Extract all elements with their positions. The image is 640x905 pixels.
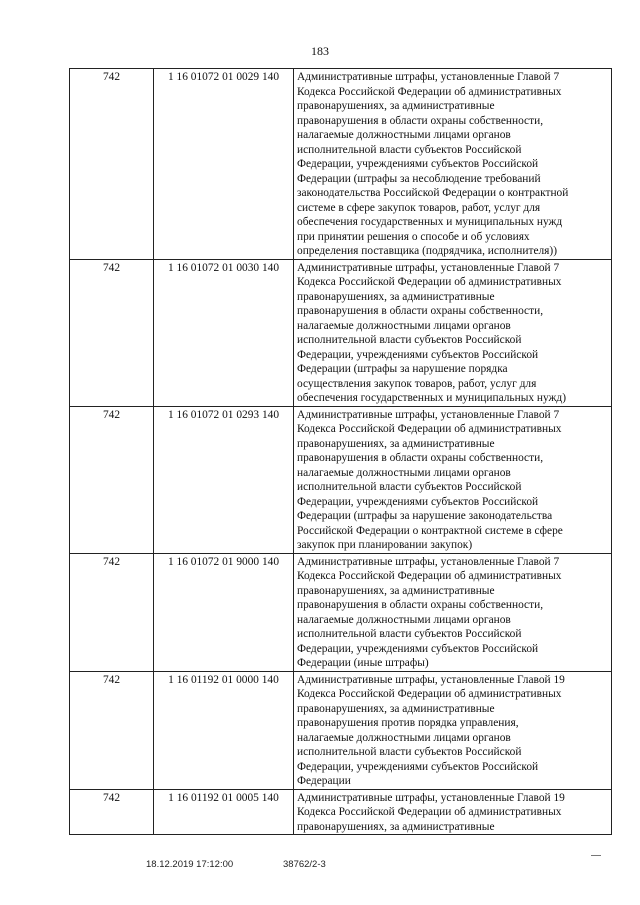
description-line: правонарушениях, за административные <box>297 290 495 303</box>
description-line: Кодекса Российской Федерации об административных <box>297 423 562 435</box>
description-line: налагаемые должностными лицами органов <box>297 319 511 332</box>
description-line: Российской Федерации о контрактной системе в сфере <box>297 524 563 537</box>
table-row <box>70 671 612 789</box>
description-line: Кодекса Российской Федерации об административных <box>297 688 562 700</box>
description-line: правонарушения против порядка управления, <box>297 717 519 729</box>
description-cell <box>294 553 612 671</box>
description-line: правонарушения в области охраны собственности, <box>297 452 544 464</box>
description-line: правонарушения в области охраны собственности, <box>297 114 544 127</box>
description-line: Кодекса Российской Федерации об административных <box>297 276 562 288</box>
description-line: обеспечения государственных и муниципальных нужд) <box>297 392 567 404</box>
description-cell <box>294 406 612 553</box>
description-line: при принятии решения о способе и об условиях <box>297 230 530 243</box>
budget-code-cell: 1 16 01072 01 0030 140 <box>154 259 294 406</box>
description-line: Кодекса Российской Федерации об административных <box>297 806 562 818</box>
footer-timestamp: 18.12.2019 17:12:00 <box>146 859 234 870</box>
description-line: обеспечения государственных и муниципальных нужд <box>297 216 563 228</box>
description-line: исполнительной власти субъектов Российской <box>297 143 522 156</box>
table-row <box>70 69 612 260</box>
page-number: 183 <box>311 44 329 58</box>
description-line: Кодекса Российской Федерации об административных <box>297 570 562 582</box>
admin-code-cell: 742 <box>70 259 154 406</box>
description-line: Федерации, учреждениями субъектов Российской <box>297 158 539 170</box>
description-cell <box>294 789 612 835</box>
description-cell <box>294 671 612 789</box>
description-line: правонарушениях, за административные <box>297 820 495 833</box>
description-line: Административные штрафы, установленные Главой 7 <box>297 71 560 83</box>
description-line: Федерации (штрафы за нарушение порядка <box>297 363 508 375</box>
description-cell <box>294 259 612 406</box>
description-line: закупок при планировании закупок) <box>297 539 473 551</box>
description-line: определения поставщика (подрядчика, исполнителя)) <box>297 245 558 257</box>
description-line: Федерации, учреждениями субъектов Российской <box>297 642 539 655</box>
table-row <box>70 553 612 671</box>
description-line: Административные штрафы, установленные Главой 19 <box>297 791 565 804</box>
footer-rule <box>591 855 601 856</box>
description-line: Административные штрафы, установленные Главой 7 <box>297 555 560 568</box>
description-line: правонарушениях, за административные <box>297 584 495 597</box>
description-line: Кодекса Российской Федерации об административных <box>297 85 562 98</box>
description-line: правонарушениях, за административные <box>297 702 495 715</box>
description-cell <box>294 69 612 260</box>
description-line: правонарушениях, за административные <box>297 100 495 112</box>
budget-code-cell: 1 16 01192 01 0000 140 <box>154 671 294 789</box>
budget-code-cell: 1 16 01072 01 0293 140 <box>154 406 294 553</box>
budget-code-cell: 1 16 01072 01 9000 140 <box>154 553 294 671</box>
description-line: исполнительной власти субъектов Российской <box>297 746 522 758</box>
description-line: исполнительной власти субъектов Российской <box>297 481 522 493</box>
table-row <box>70 789 612 835</box>
description-line: налагаемые должностными лицами органов <box>297 613 511 626</box>
description-line: исполнительной власти субъектов Российской <box>297 334 522 346</box>
description-line: системе в сфере закупок товаров, работ, услуг для <box>297 201 541 214</box>
description-line: правонарушения в области охраны собственности, <box>297 599 544 611</box>
admin-code-cell: 742 <box>70 671 154 789</box>
description-line: налагаемые должностными лицами органов <box>297 731 511 744</box>
admin-code-cell: 742 <box>70 406 154 553</box>
description-line: Федерации, учреждениями субъектов Российской <box>297 760 539 773</box>
table-row <box>70 259 612 406</box>
description-line: Федерации (штрафы за нарушение законодательства <box>297 510 553 522</box>
budget-code-cell: 1 16 01072 01 0029 140 <box>154 69 294 260</box>
admin-code-cell: 742 <box>70 69 154 260</box>
admin-code-cell: 742 <box>70 789 154 835</box>
table-row <box>70 406 612 553</box>
description-line: Федерации (штрафы за несоблюдение требований <box>297 172 541 185</box>
description-line: Административные штрафы, установленные Главой 7 <box>297 261 560 274</box>
budget-code-cell: 1 16 01192 01 0005 140 <box>154 789 294 835</box>
description-line: Федерации, учреждениями субъектов Российской <box>297 348 539 361</box>
description-line: правонарушения в области охраны собственности, <box>297 305 544 317</box>
table-body <box>70 69 612 835</box>
description-line: Административные штрафы, установленные Главой 7 <box>297 408 560 421</box>
description-line: законодательства Российской Федерации о контрактной <box>297 187 569 199</box>
description-line: Федерации, учреждениями субъектов Российской <box>297 495 539 508</box>
budget-codes-table <box>69 68 612 835</box>
footer-doc-id: 38762/2-3 <box>283 859 326 870</box>
description-line: осуществления закупок товаров, работ, услуг для <box>297 377 537 390</box>
description-line: Федерации <box>297 775 351 787</box>
admin-code-cell: 742 <box>70 553 154 671</box>
description-line: исполнительной власти субъектов Российской <box>297 628 522 640</box>
description-line: налагаемые должностными лицами органов <box>297 466 511 479</box>
description-line: налагаемые должностными лицами органов <box>297 129 511 141</box>
description-line: Федерации (иные штрафы) <box>297 657 429 669</box>
description-line: Административные штрафы, установленные Главой 19 <box>297 673 565 686</box>
description-line: правонарушениях, за административные <box>297 437 495 450</box>
